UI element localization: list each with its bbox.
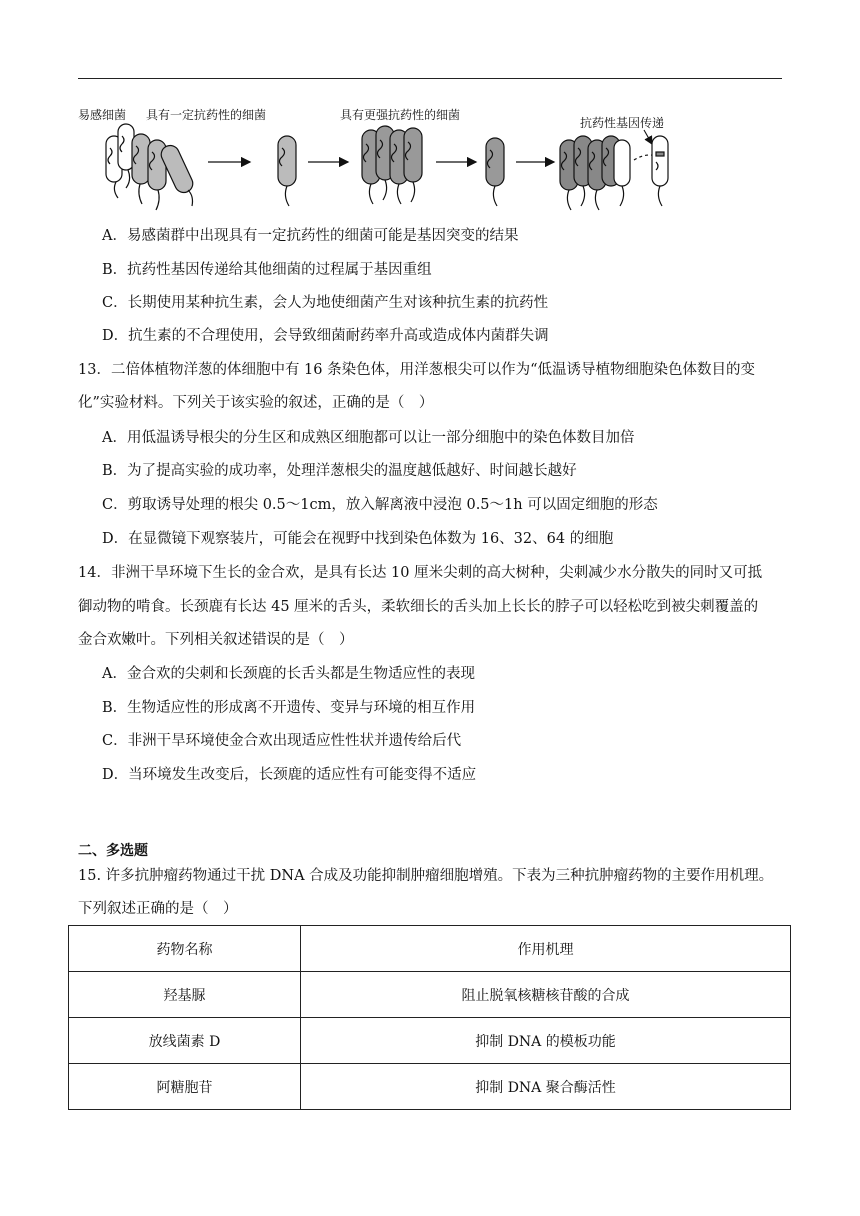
bacteria-group-1 (106, 124, 196, 210)
header-rule (78, 78, 782, 79)
q14-option-a: A．金合欢的尖刺和长颈鹿的长舌头都是生物适应性的表现 (102, 666, 475, 682)
table-cell-drug: 阿糖胞苷 (69, 1064, 301, 1110)
q15-stem-line1: 15. 许多抗肿瘤药物通过干扰 DNA 合成及功能抑制肿瘤细胞增殖。下表为三种抗肿瘤药物的主要作用机理。 (78, 868, 774, 884)
q14-stem-line2: 御动物的啃食。长颈鹿有长达 45 厘米的舌头，柔软细长的舌头加上长长的脖子可以轻松吃到被尖刺覆盖的 (78, 599, 759, 615)
label-stronger-resistance: 具有更强抗药性的细菌 (340, 108, 461, 122)
drug-mechanism-table (68, 925, 791, 1110)
table-row (69, 1064, 791, 1110)
bacteria-recipient (652, 136, 668, 206)
table-header-drug-name: 药物名称 (69, 926, 301, 972)
table-row (69, 972, 791, 1018)
q14-stem-line1: 14．非洲干旱环境下生长的金合欢，是具有长达 10 厘米尖刺的高大树种，尖刺减少水分散失的同时又可抵 (78, 565, 763, 581)
table-cell-mechanism: 阻止脱氧核糖核苷酸的合成 (301, 972, 791, 1018)
table-cell-drug: 羟基脲 (69, 972, 301, 1018)
table-row (69, 1018, 791, 1064)
q13-stem-line1: 13．二倍体植物洋葱的体细胞中有 16 条染色体，用洋葱根尖可以作为“低温诱导植物细胞染色体数目的变 (78, 362, 756, 378)
label-susceptible: 易感细菌 (78, 108, 127, 122)
q14-option-c: C．非洲干旱环境使金合欢出现适应性性状并遗传给后代 (102, 733, 462, 749)
bacteria-diagram-svg (76, 100, 706, 218)
q13-option-d: D．在显微镜下观察装片，可能会在视野中找到染色体数为 16、32、64 的细胞 (102, 531, 614, 547)
q13-option-a: A．用低温诱导根尖的分生区和成熟区细胞都可以让一部分细胞中的染色体数目加倍 (102, 430, 635, 446)
table-cell-mechanism: 抑制 DNA 聚合酶活性 (301, 1064, 791, 1110)
table-cell-drug: 放线菌素 D (69, 1018, 301, 1064)
q12-option-c: C．长期使用某种抗生素，会人为地使细菌产生对该种抗生素的抗药性 (102, 295, 549, 311)
q12-option-b: B．抗药性基因传递给其他细菌的过程属于基因重组 (102, 262, 432, 278)
q13-option-b: B．为了提高实验的成功率，处理洋葱根尖的温度越低越好、时间越长越好 (102, 463, 577, 479)
label-some-resistance: 具有一定抗药性的细菌 (146, 108, 267, 122)
bacteria-resistance-figure (76, 100, 706, 218)
section-title-multiple-choice: 二、多选题 (78, 843, 148, 859)
q14-option-b: B．生物适应性的形成离不开遗传、变异与环境的相互作用 (102, 700, 476, 716)
q14-option-d: D．当环境发生改变后，长颈鹿的适应性有可能变得不适应 (102, 767, 477, 783)
q13-option-c: C．剪取诱导处理的根尖 0.5～1cm，放入解离液中浸泡 0.5～1h 可以固定细胞的形态 (102, 497, 658, 513)
q12-option-a: A．易感菌群中出现具有一定抗药性的细菌可能是基因突变的结果 (102, 228, 519, 244)
bacteria-group-3 (560, 136, 630, 210)
q12-option-d: D．抗生素的不合理使用，会导致细菌耐药率升高或造成体内菌群失调 (102, 328, 549, 344)
table-cell-mechanism: 抑制 DNA 的模板功能 (301, 1018, 791, 1064)
bacteria-single-1 (278, 136, 296, 206)
bacteria-single-2 (486, 138, 504, 206)
bacteria-group-2 (362, 126, 422, 204)
label-gene-transfer: 抗药性基因传递 (580, 116, 665, 130)
q15-stem-line2: 下列叙述正确的是（ ） (78, 901, 238, 917)
q14-stem-line3: 金合欢嫩叶。下列相关叙述错误的是（ ） (78, 632, 354, 648)
q13-stem-line2: 化”实验材料。下列关于该实验的叙述，正确的是（ ） (78, 395, 434, 411)
table-header-mechanism: 作用机理 (301, 926, 791, 972)
table-header-row (69, 926, 791, 972)
